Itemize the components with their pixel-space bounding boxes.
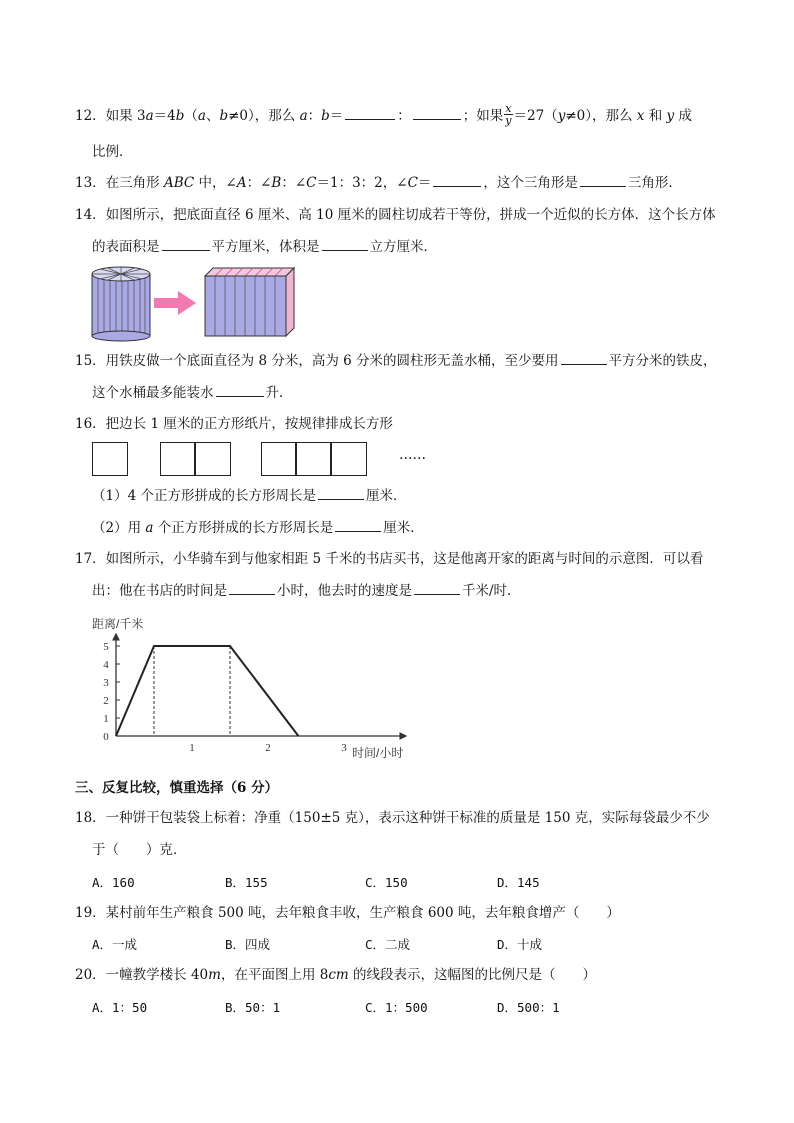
y-tick-label: 5	[103, 641, 109, 653]
q20-line1: 20．一幢教学楼长 40m，在平面图上用 8cm 的线段表示，这幅图的比例尺是（ ）	[75, 967, 597, 983]
q18-option-a[interactable]: A．160	[92, 875, 135, 890]
q16-blank-2[interactable]	[335, 519, 381, 532]
q12-blank-2[interactable]	[413, 107, 461, 120]
q15-line1: 15．用铁皮做一个底面直径为 8 分米，高为 6 分米的圆柱形无盖水桶，至少要用 平方分米的铁皮，	[75, 353, 717, 369]
y-tick-label: 3	[103, 677, 109, 689]
ellipsis: ……	[399, 447, 426, 463]
q19-option-c[interactable]: C．二成	[365, 937, 411, 952]
cylinder-to-prism-figure	[88, 264, 300, 344]
q17-line2: 出：他在书店的时间是 小时，他去时的速度是 千米/时．	[92, 583, 521, 599]
q16-sub2: （2）用 a 个正方形拼成的长方形周长是 厘米．	[92, 520, 424, 536]
x-tick-label: 1	[189, 742, 195, 754]
q16-sub1: （1）4 个正方形拼成的长方形周长是 厘米．	[92, 488, 407, 504]
q13-line: 13．在三角形 ABC 中，∠A：∠B：∠C＝1：3：2，∠C＝ ，这个三角形是 三角形．	[75, 175, 682, 191]
three-squares	[261, 442, 367, 476]
x-tick-label: 2	[265, 742, 271, 754]
y-tick-label: 1	[103, 713, 109, 725]
y-axis-label: 距离/千米	[92, 617, 144, 631]
y-tick-label: 2	[103, 695, 109, 707]
two-squares	[160, 442, 231, 476]
q19-option-b[interactable]: B．四成	[225, 937, 271, 952]
q13-blank-2[interactable]	[580, 174, 626, 187]
q14-blank-1[interactable]	[162, 238, 210, 251]
q17-blank-2[interactable]	[414, 582, 460, 595]
q16-blank-1[interactable]	[318, 487, 364, 500]
q18-option-d[interactable]: D．145	[497, 875, 540, 890]
q20-option-c[interactable]: C．1：500	[365, 1000, 428, 1015]
section-3-heading: 三、反复比较，慎重选择（6 分）	[75, 780, 279, 796]
q17-line1: 17．如图所示，小华骑车到与他家相距 5 千米的书店买书，这是他离开家的距离与时间的示意图．可以看	[75, 551, 704, 567]
arrow-right-icon	[154, 291, 196, 315]
q12-line1: 12．如果 3a＝4b（a、b≠0），那么 a：b＝ ： ；如果 $\frac{x}{y}$ ＝27（y≠0），那么 x 和 y 成	[75, 102, 692, 127]
one-square	[92, 442, 128, 476]
q13-blank-1[interactable]	[433, 174, 481, 187]
q18-line1: 18．一种饼干包装袋上标着：净重（150±5 克），表示这种饼干标准的质量是 150 克，实际每袋最少不少	[75, 810, 710, 826]
q19-line1: 19．某村前年生产粮食 500 吨，去年粮食丰收，生产粮食 600 吨，去年粮食增产（ ）	[75, 905, 620, 921]
y-tick-labels	[103, 641, 120, 743]
q14-line2: 的表面积是 平方厘米，体积是 立方厘米．	[92, 239, 437, 255]
q15-blank-2[interactable]	[216, 384, 264, 397]
distance-series-line	[116, 646, 298, 736]
distance-time-chart	[88, 610, 418, 765]
prism-figure	[205, 268, 294, 336]
q20-option-b[interactable]: B．50：1	[225, 1000, 281, 1015]
q12-number: 12．	[75, 108, 106, 124]
q18-line2: 于（ ）克．	[92, 842, 187, 858]
q18-option-c[interactable]: C．150	[365, 875, 408, 890]
q15-blank-1[interactable]	[561, 352, 607, 365]
x-tick-label: 3	[341, 742, 347, 754]
q16-line1: 16．把边长 1 厘米的正方形纸片，按规律排成长方形	[75, 416, 393, 432]
q13-number: 13．	[75, 175, 106, 191]
q19-option-d[interactable]: D．十成	[497, 937, 543, 952]
q17-blank-1[interactable]	[229, 582, 275, 595]
cylinder-figure	[92, 267, 150, 341]
y-tick-label: 4	[103, 659, 109, 671]
q19-option-a[interactable]: A．一成	[92, 937, 138, 952]
q20-option-a[interactable]: A．1：50	[92, 1000, 148, 1015]
q20-option-d[interactable]: D．500：1	[497, 1000, 560, 1015]
q14-blank-2[interactable]	[322, 238, 368, 251]
y-tick-label: 0	[103, 731, 109, 743]
q12-line2: 比例．	[92, 144, 133, 160]
fraction-x-over-y: $\frac{x}{y}$	[505, 102, 512, 127]
q18-option-b[interactable]: B．155	[225, 875, 268, 890]
x-axis-label: 时间/小时	[352, 746, 404, 760]
q14-line1: 14．如图所示，把底面直径 6 厘米、高 10 厘米的圆柱切成若干等份，拼成一个近似的长方体．这个长方体	[75, 207, 716, 223]
q15-line2: 这个水桶最多能装水 升．	[92, 385, 293, 401]
x-tick-labels	[189, 742, 347, 754]
q12-blank-1[interactable]	[345, 107, 395, 120]
guide-lines	[154, 646, 230, 736]
